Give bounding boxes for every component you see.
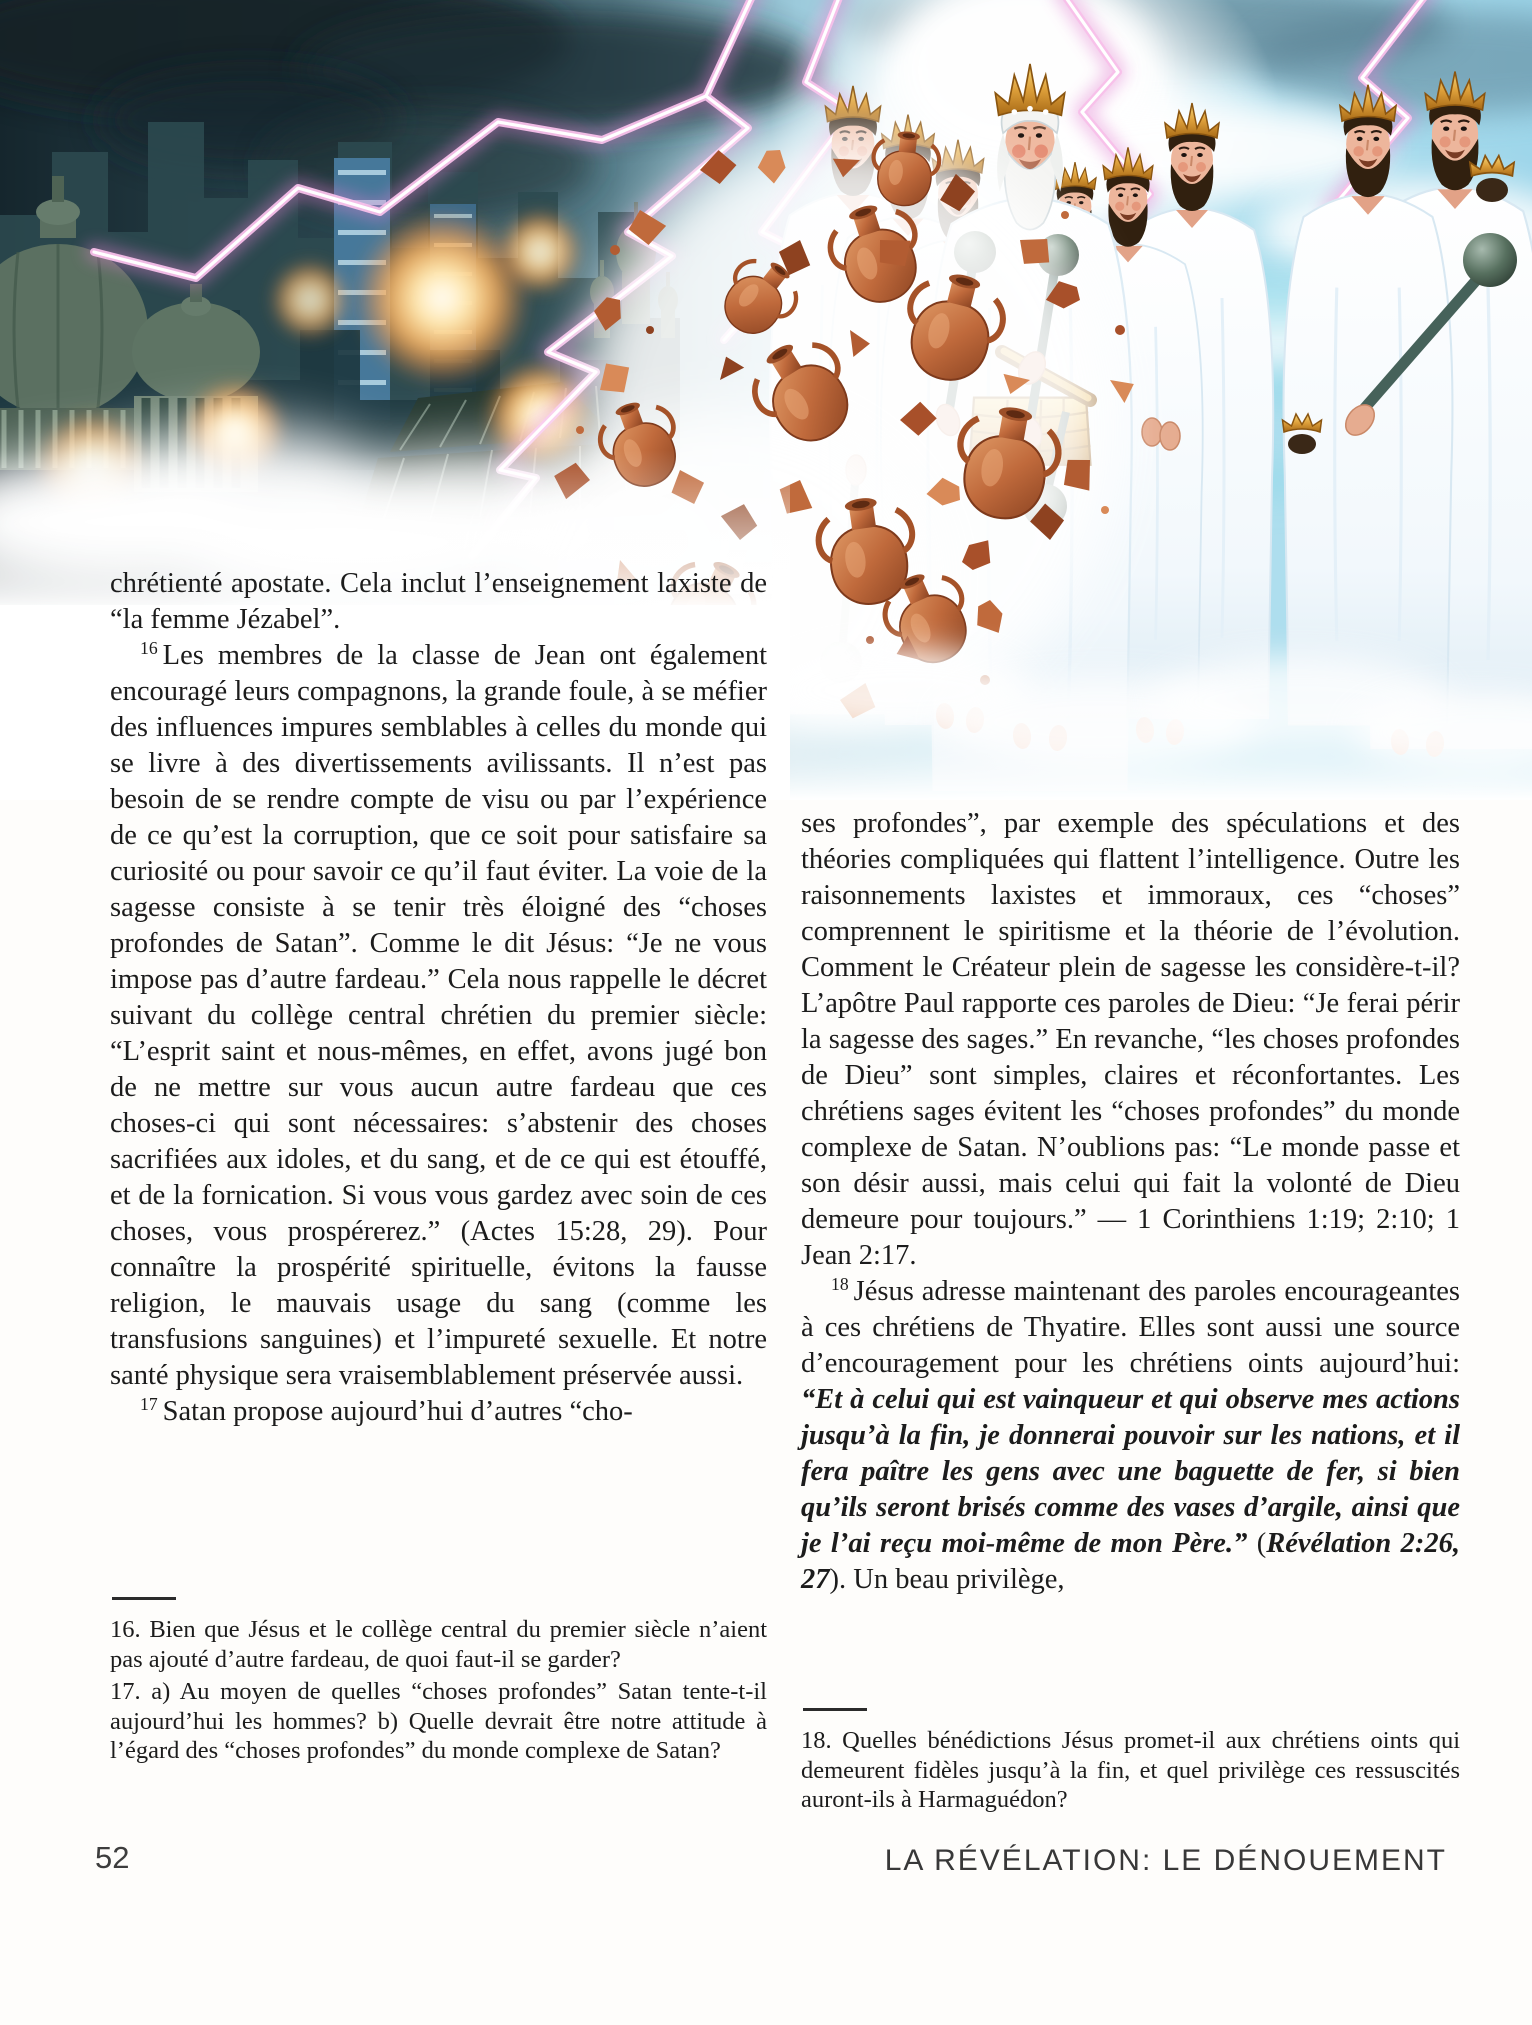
footnote-16: 16. Bien que Jésus et le collège central du premier siècle n’aient pas ajouté d’autre fardeau, de quoi faut-il se garder? [110,1616,767,1673]
paragraph-18: $^{18}$ Jésus adresse maintenant des paroles encourageantes à ces chrétiens de Thyatire. Elles sont aussi une source d’encouragement pour les chrétiens oints aujourd’hui: “Et à celui qui est vainqueur et qui observe mes actions jusqu’à la fin, je donnerai pouvoir sur les nations, et il fera paître les gens avec une baguette de fer, si bien qu’ils seront brisés comme des vases d’argile, ainsi que je l’ai reçu moi-même de mon Père.” (Révélation 2:26, 27). Un beau privilège, [801,1273,1460,1595]
footnotes-left [110,1597,767,1769]
footnote-18: 18. Quelles bénédictions Jésus promet-il aux chrétiens oints qui demeurent fidèles jusqu’à la fin, et quel privilège ces ressuscités auront-ils à Harmaguédon? [801,1727,1460,1813]
footnote-17: 17. a) Au moyen de quelles “choses profondes” Satan tente-t-il aujourd’hui les hommes? b) Quelle devrait être notre attitude à l’égard des “choses profondes” du monde complexe de Satan? [110,1678,767,1764]
footnote-divider [112,1597,176,1600]
running-title: LA RÉVÉLATION: LE DÉNOUEMENT [884,1844,1447,1877]
text-column-right [801,806,1460,1598]
paragraph-16: $^{16}$ Les membres de la classe de Jean ont également encouragé leurs compagnons, la grande foule, à se méfier des influences impures semblables à celles du monde qui se livre à des divertissements avilissants. Il n’est pas besoin de se rendre compte de visu ou par l’expérience de ce qu’est la corruption, que ce soit pour satisfaire sa curiosité ou pour savoir ce qu’il faut éviter. La voie de la sagesse consiste à se tenir très éloigné des “choses profondes de Satan”. Comme le dit Jésus: “Je ne vous impose pas d’autre fardeau.” Cela nous rappelle le décret suivant du collège central chrétien du premier siècle: “L’esprit saint et nous-mêmes, en effet, avons jugé bon de ne mettre sur vous aucun autre fardeau que ces choses-ci qui sont nécessaires: s’abstenir des choses sacrifiées aux idoles, et du sang, et de ce qui est étouffé, et de la fornication. Si vous vous gardez avec soin de ces choses, vous prospérerez.” (Actes 15:28, 29). Pour connaître la prospérité spirituelle, évitons la fausse religion, le mauvais usage du sang (comme les transfusions sanguines) et l’impureté sexuelle. Et notre santé physique sera vraisemblablement préservée aussi. [110,637,767,1391]
text-column-left [110,566,767,1430]
footnotes-right [801,1708,1460,1818]
page-number: 52 [95,1840,130,1875]
paragraph-continuation: chrétienté apostate. Cela inclut l’enseignement laxiste de “la femme Jézabel”. [110,568,767,635]
paragraph-17: $^{17}$ Satan propose aujourd’hui d’autres “cho- [140,1393,633,1427]
footnote-divider [803,1708,867,1711]
paragraph-17-continuation: ses profondes”, par exemple des spéculations et des théories compliquées qui flattent l’intelligence. Outre les raisonnements laxistes et immoraux, ces “choses” comprennent le spiritisme et la théorie de l’évolution. Comment le Créateur plein de sagesse les considère-t-il? L’apôtre Paul rapporte ces paroles de Dieu: “Je ferai périr la sagesse des sages.” En revanche, “les choses profondes de Dieu” sont simples, claires et réconfortantes. Les chrétiens sages évitent les “choses profondes” du monde complexe de Satan. N’oublions pas: “Le monde passe et son désir aussi, mais celui qui fait la volonté de Dieu demeure pour toujours.” — 1 Corinthiens 1:19; 2:10; 1 Jean 2:17. [801,808,1460,1271]
